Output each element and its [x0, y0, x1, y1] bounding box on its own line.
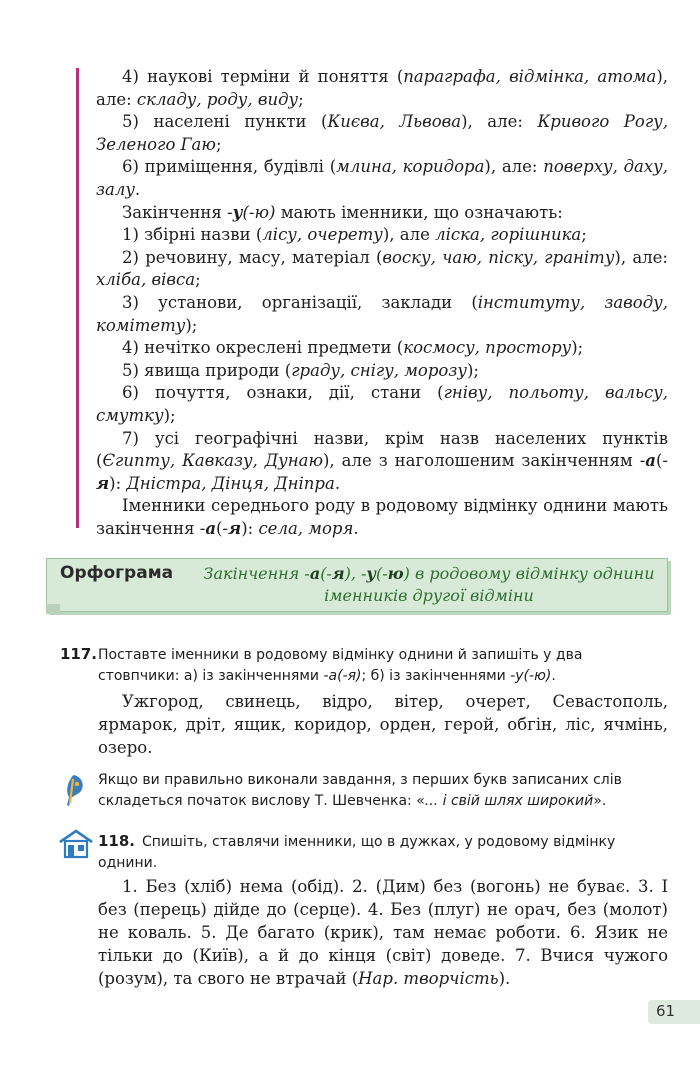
example: Києва, Львова [327, 112, 462, 132]
text: (- [375, 564, 388, 583]
text: ): [109, 473, 127, 493]
rule-item [96, 224, 668, 247]
orthogram-label: Орфограма [60, 563, 174, 583]
text: ; [195, 270, 201, 290]
text: ; [298, 89, 304, 109]
ending: у [232, 202, 243, 222]
page-number: 61 [656, 1002, 676, 1020]
margin-rule [76, 68, 79, 528]
ending: а [645, 451, 656, 471]
text: ), але: [96, 67, 668, 109]
text: 2) речовину, масу, матеріал ( [122, 247, 383, 267]
text: 7) усі географічні назви, крім назв населених пунктів ( [96, 428, 668, 471]
text: 4) нечітко окреслені предмети ( [122, 338, 404, 358]
text: Іменники середнього роду в родовому відмінку однини мають закінчення - [96, 496, 668, 538]
rule-item [96, 247, 668, 292]
rules-block [96, 66, 668, 540]
text: ). [498, 969, 511, 988]
rule-heading [96, 202, 668, 225]
ending: я [228, 518, 242, 538]
text: Якщо ви правильно виконали завдання, з перших букв записаних слів складеться початок вислову Т. Шевченка: « [98, 772, 622, 809]
exercise-118-body [98, 875, 668, 990]
text: ); [571, 338, 584, 358]
text: (- [216, 518, 229, 538]
text: . [334, 473, 341, 493]
ending: (-ю) [242, 202, 276, 222]
orthogram-fold [46, 604, 60, 614]
source: Нар. творчість [358, 969, 499, 988]
rule-item [96, 66, 668, 111]
example: воску, чаю, піску, граніту [382, 247, 615, 267]
hint-text [98, 770, 668, 812]
text: . [353, 518, 359, 538]
text: ), але з наголошеним закінченням - [323, 451, 646, 471]
text: 5) населені пункти ( [122, 112, 328, 132]
example: Кривого Рогу, Зеленого Гаю [96, 112, 668, 154]
orthogram-text [198, 563, 660, 607]
example: параграфа, відмінка, атома [403, 67, 657, 86]
text: 1. Без (хліб) нема (обід). 2. (Дим) без (вогонь) не буває. 3. І без (перець) дійде до (серце). 4. Без (плуг) не орач, без (молот) не коваль. 5. Де багато (крик), там немає роботи. 6. Язик не тільки до (Київ), а й до кінця (світ) доведе. 7. Вчися чужого (розум), та свого не втрачай ( [98, 877, 668, 988]
text: мають іменники, що означають: [275, 202, 563, 222]
text: ; [581, 225, 587, 245]
example: села, моря [258, 518, 354, 538]
ending: а [309, 564, 321, 583]
text: ), але: [484, 157, 544, 177]
ending: а [205, 518, 217, 538]
text: Закінчення - [122, 202, 233, 222]
example: ліска, горішника [435, 225, 582, 245]
exercise-118-number: 118. [98, 832, 136, 850]
text: 1) збірні назви ( [122, 225, 263, 245]
text: . [134, 179, 141, 199]
exercise-117-words: Ужгород, свинець, відро, вітер, очерет, Севастополь, ярмарок, дріт, ящик, коридор, орден, герой, обгін, ліс, ячмінь, озеро. [98, 692, 668, 757]
text: ) в родовому відмінку однини іменників другої відміни [324, 564, 655, 605]
text: 6) почуття, ознаки, дії, стани ( [122, 383, 444, 403]
text: . [551, 668, 556, 684]
text: Поставте іменники в родовому відмінку однини й запишіть у два стовпчики: а) із закінченнями [98, 647, 583, 684]
text: ); [163, 405, 176, 425]
rule-item [96, 111, 668, 156]
example: інституту, заводу, комітету [96, 292, 668, 335]
text: ; [215, 134, 222, 154]
quote: ... і свій шлях широкий [424, 793, 594, 809]
rule-item [96, 156, 668, 201]
example: Дністра, Дінця, Дніпра [126, 473, 335, 493]
example: гніву, польоту, вальсу, смутку [96, 383, 668, 425]
rule-item [96, 360, 668, 383]
text: 4) наукові терміни й поняття ( [122, 67, 404, 86]
exercise-117-number: 117. [60, 645, 98, 663]
text: ): [241, 518, 259, 538]
example: лісу, очерету [262, 225, 383, 245]
exercise-118-instruction: Спишіть, ставлячи іменники, що в дужках, у родовому відмінку однини. [98, 834, 616, 871]
text: 3) установи, організації, заклади ( [122, 292, 478, 312]
text: ), але: [461, 112, 538, 132]
ending: -у(-ю) [510, 668, 552, 684]
example: млина, коридора [336, 157, 485, 177]
example: складу, роду, виду [136, 89, 299, 109]
rule-item [96, 382, 668, 427]
ending: -а(-я) [323, 668, 362, 684]
example: поверху, даху, залу [96, 157, 669, 199]
example: космосу, простору [403, 338, 572, 358]
example: хліба, вівса [96, 270, 196, 290]
home-icon [58, 828, 94, 860]
rule-item [96, 337, 668, 360]
ending: я [96, 473, 110, 493]
ending: я [331, 564, 345, 583]
text: ), але [382, 225, 436, 245]
text: ); [185, 315, 198, 335]
text: ); [466, 360, 479, 380]
text: 5) явища природи ( [122, 360, 292, 380]
text: (- [655, 451, 668, 471]
text: (- [320, 564, 332, 583]
rule-item [96, 292, 668, 337]
exercise-117-instruction [98, 645, 668, 687]
text: Закінчення - [203, 564, 310, 583]
ending: у [366, 564, 376, 583]
example: Єгипту, Кавказу, Дунаю [102, 451, 323, 471]
ending: ю [387, 564, 404, 583]
text: ), але: [614, 247, 668, 267]
text: ; б) із закінченнями [361, 668, 511, 684]
text: 6) приміщення, будівлі ( [122, 157, 337, 177]
text: ». [593, 793, 607, 809]
rule-note [96, 495, 668, 540]
rule-item [96, 428, 668, 496]
text: ), - [344, 564, 367, 583]
example: граду, снігу, морозу [291, 360, 467, 380]
feather-pen-icon [58, 773, 88, 809]
